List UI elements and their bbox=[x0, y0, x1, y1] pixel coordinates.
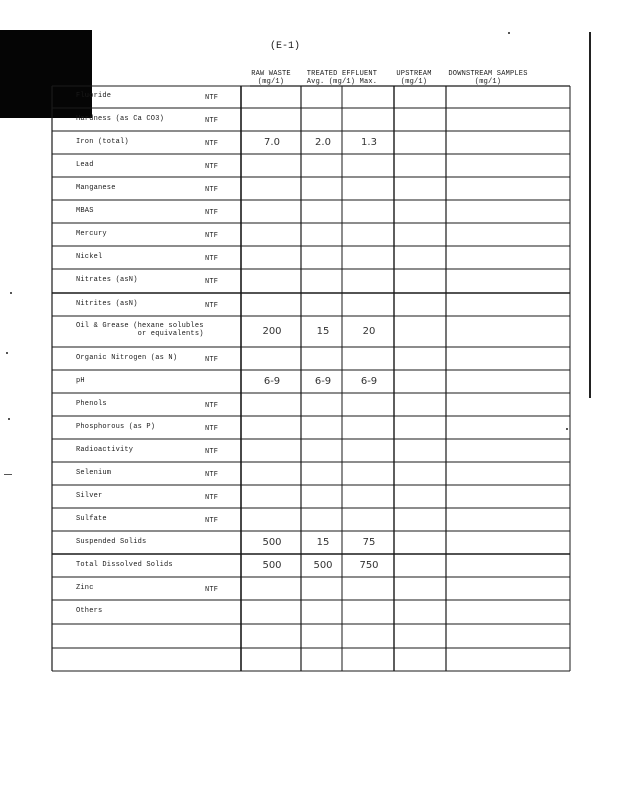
row-ntf-mark: NTF bbox=[205, 232, 219, 240]
row-label: Phenols bbox=[76, 400, 107, 408]
row-label: Nickel bbox=[76, 253, 103, 261]
row-label: pH bbox=[76, 377, 85, 385]
row-ntf-mark: NTF bbox=[205, 517, 219, 525]
row-value-avg: 500 bbox=[313, 560, 333, 571]
page-label: (E-1) bbox=[270, 41, 301, 52]
row-value-raw: 7.0 bbox=[264, 137, 280, 148]
row-ntf-mark: NTF bbox=[205, 163, 219, 171]
row-label: Hardness (as Ca CO3) bbox=[76, 115, 165, 123]
header-raw-waste-unit: (mg/1) bbox=[257, 78, 285, 86]
row-ntf-mark: NTF bbox=[205, 356, 219, 364]
row-label: MBAS bbox=[76, 207, 94, 215]
row-value-max: 6-9 bbox=[360, 376, 378, 387]
row-label: Nitrites (asN) bbox=[76, 300, 138, 308]
redaction-block bbox=[0, 30, 92, 118]
header-treated-effluent bbox=[300, 70, 384, 86]
row-label: Total Dissolved Solids bbox=[76, 561, 173, 569]
row-value-max: 1.3 bbox=[361, 137, 377, 148]
row-label: Oil & Grease (hexane solubles or equivalents) bbox=[76, 322, 204, 338]
row-ntf-mark: NTF bbox=[205, 586, 219, 594]
row-ntf-mark: NTF bbox=[205, 140, 219, 148]
row-value-raw: 500 bbox=[262, 560, 282, 571]
row-label: Nitrates (asN) bbox=[76, 276, 138, 284]
row-ntf-mark: NTF bbox=[205, 209, 219, 217]
header-downstream bbox=[444, 70, 532, 86]
row-value-raw: 500 bbox=[262, 537, 282, 548]
scan-speck bbox=[6, 352, 8, 354]
scan-speck bbox=[4, 474, 12, 475]
scan-edge-rule bbox=[589, 32, 591, 398]
row-label: Mercury bbox=[76, 230, 107, 238]
row-ntf-mark: NTF bbox=[205, 278, 219, 286]
row-ntf-mark: NTF bbox=[205, 448, 219, 456]
row-label: Fluoride bbox=[76, 92, 112, 100]
header-raw-waste bbox=[246, 70, 296, 86]
row-label: Radioactivity bbox=[76, 446, 134, 454]
row-label: Silver bbox=[76, 492, 103, 500]
row-value-avg: 15 bbox=[316, 326, 330, 337]
row-label: Zinc bbox=[76, 584, 94, 592]
row-value-max: 20 bbox=[362, 326, 376, 337]
scan-speck bbox=[10, 292, 12, 294]
row-ntf-mark: NTF bbox=[205, 494, 219, 502]
row-label: Suspended Solids bbox=[76, 538, 147, 546]
row-ntf-mark: NTF bbox=[205, 186, 219, 194]
scan-speck bbox=[566, 428, 568, 430]
row-label: Lead bbox=[76, 161, 94, 169]
row-ntf-mark: NTF bbox=[205, 471, 219, 479]
header-upstream-title: UPSTREAM bbox=[396, 70, 432, 78]
row-value-max: 750 bbox=[359, 560, 379, 571]
scan-speck bbox=[508, 32, 510, 34]
scan-speck bbox=[8, 418, 10, 420]
row-label: Iron (total) bbox=[76, 138, 129, 146]
row-ntf-mark: NTF bbox=[205, 255, 219, 263]
row-label: Sulfate bbox=[76, 515, 107, 523]
row-value-max: 75 bbox=[362, 537, 376, 548]
row-ntf-mark: NTF bbox=[205, 117, 219, 125]
header-treated-sub: Avg. (mg/1) Max. bbox=[306, 78, 378, 86]
row-label: Phosphorous (as P) bbox=[76, 423, 156, 431]
row-value-raw: 6-9 bbox=[263, 376, 281, 387]
row-ntf-mark: NTF bbox=[205, 94, 219, 102]
header-upstream bbox=[392, 70, 436, 86]
row-label: Organic Nitrogen (as N) bbox=[76, 354, 178, 362]
row-value-avg: 6-9 bbox=[314, 376, 332, 387]
row-ntf-mark: NTF bbox=[205, 302, 219, 310]
header-downstream-title: DOWNSTREAM SAMPLES bbox=[448, 70, 528, 78]
header-downstream-unit: (mg/1) bbox=[474, 78, 502, 86]
header-upstream-unit: (mg/1) bbox=[400, 78, 428, 86]
row-label: Others bbox=[76, 607, 103, 615]
row-label: Manganese bbox=[76, 184, 116, 192]
header-treated-title: TREATED EFFLUENT bbox=[306, 70, 378, 78]
row-ntf-mark: NTF bbox=[205, 402, 219, 410]
row-value-avg: 15 bbox=[316, 537, 330, 548]
row-label: Selenium bbox=[76, 469, 112, 477]
row-value-avg: 2.0 bbox=[315, 137, 331, 148]
row-value-raw: 200 bbox=[262, 326, 282, 337]
row-ntf-mark: NTF bbox=[205, 425, 219, 433]
header-raw-waste-title: RAW WASTE bbox=[251, 70, 291, 78]
